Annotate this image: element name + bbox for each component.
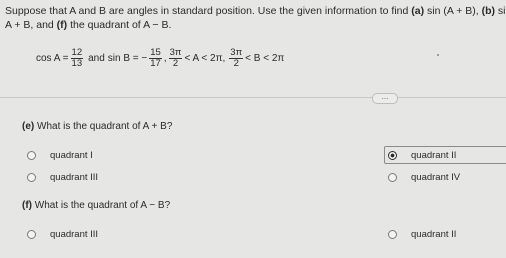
cos-numerator: 12	[71, 47, 83, 58]
part-f-prompt	[22, 200, 170, 211]
part-e-text: What is the quadrant of A + B?	[34, 121, 173, 132]
a-bound-denominator: 2	[172, 58, 179, 69]
radio-e-quadrant-1[interactable]	[27, 151, 36, 160]
option-e-quadrant-4[interactable]	[388, 172, 460, 183]
option-e-quadrant-2[interactable]	[388, 150, 456, 161]
option-f-quadrant-3-label: quadrant III	[50, 229, 99, 240]
option-e-quadrant-1[interactable]	[27, 150, 93, 161]
option-e-quadrant-3[interactable]	[27, 172, 98, 183]
part-a-label: (a)	[411, 5, 425, 17]
option-f-quadrant-2[interactable]	[388, 229, 456, 240]
radio-f-quadrant-2[interactable]	[388, 230, 397, 239]
sin-fraction	[149, 48, 162, 69]
option-e-quadrant-2-label: quadrant II	[411, 150, 457, 161]
part-f-label: (f)	[22, 200, 32, 211]
more-button[interactable]: ...	[372, 93, 398, 104]
part-f-inline-label: (f)	[56, 19, 68, 31]
sin-label: sin B = −	[107, 53, 148, 64]
cos-label: cos A =	[36, 53, 69, 64]
a-lower-bound-fraction	[169, 48, 183, 69]
radio-e-quadrant-3[interactable]	[27, 173, 36, 182]
part-b-label: (b)	[481, 5, 496, 17]
question-line-2-text: A + B, and	[5, 19, 57, 31]
sin-denominator: 17	[150, 58, 161, 69]
option-e-quadrant-4-label: quadrant IV	[411, 172, 461, 183]
part-b-expression: si	[495, 5, 506, 17]
a-inequality: < A < 2π,	[184, 53, 226, 64]
option-e-quadrant-1-label: quadrant I	[50, 150, 93, 161]
option-f-quadrant-2-label: quadrant II	[411, 229, 457, 240]
question-line-2-tail: the quadrant of A − B.	[67, 19, 172, 31]
option-e-quadrant-3-label: quadrant III	[50, 172, 99, 183]
part-f-text: What is the quadrant of A − B?	[32, 200, 171, 211]
radio-f-quadrant-3[interactable]	[27, 230, 36, 239]
comma: ,	[163, 53, 167, 64]
b-bound-denominator: 2	[233, 58, 239, 69]
given-information	[36, 48, 284, 69]
cos-denominator: 13	[71, 58, 83, 69]
question-line-1-text: Suppose that A and B are angles in standard position. Use the given information to find	[5, 5, 412, 17]
and-text: and	[88, 53, 105, 64]
section-divider	[0, 97, 506, 98]
part-e-prompt	[22, 121, 172, 132]
question-line-1	[5, 4, 506, 18]
part-a-expression: sin (A + B),	[424, 5, 482, 17]
option-f-quadrant-3[interactable]	[27, 229, 98, 240]
stray-dot	[437, 54, 439, 56]
radio-e-quadrant-2-selected[interactable]	[388, 151, 397, 160]
b-inequality: < B < 2π	[245, 53, 285, 64]
b-bound-numerator: 3π	[230, 47, 243, 58]
radio-e-quadrant-4[interactable]	[388, 173, 397, 182]
cos-fraction	[71, 48, 84, 69]
a-bound-numerator: 3π	[169, 47, 182, 58]
question-text	[5, 4, 506, 32]
part-e-label: (e)	[22, 121, 35, 132]
sin-numerator: 15	[150, 47, 161, 58]
question-line-2	[5, 18, 506, 32]
b-lower-bound-fraction	[229, 48, 243, 69]
